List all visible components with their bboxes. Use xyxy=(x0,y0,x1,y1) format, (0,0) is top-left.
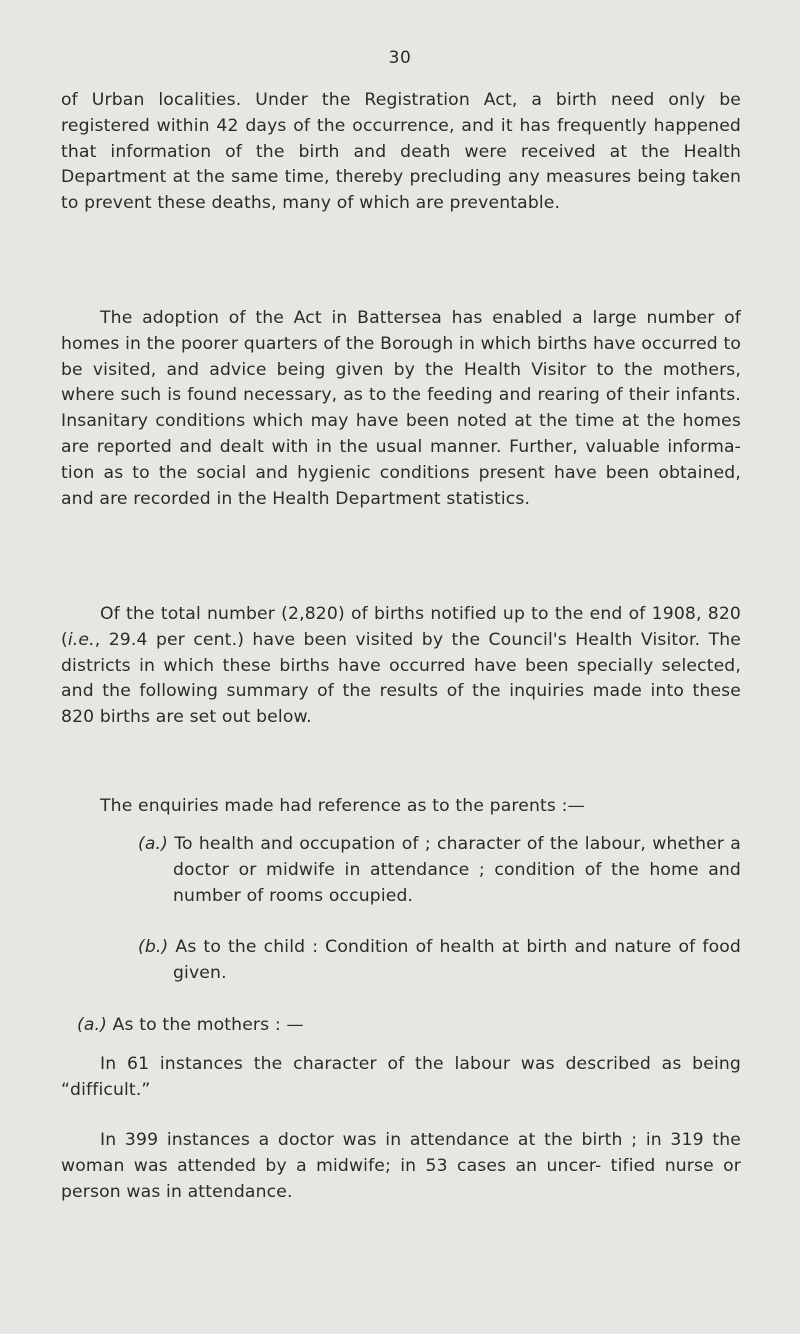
total-births-text-start: Of the total number (2,820) of births notified up to the end of 1908, 820 ( xyxy=(61,604,741,650)
item-b-text: As to the child : Condition of health at birth and nature of food given. xyxy=(173,937,741,983)
paragraph-difficult-labour: In 61 instances the character of the labour was described as being “difficult.” xyxy=(61,1054,741,1100)
mothers-heading xyxy=(61,1013,741,1039)
ie-abbreviation: i.e. xyxy=(67,629,95,650)
paragraph-registration-act: of Urban localities. Under the Registration Act, a birth need only be registered within 42 days of the occurrence, and it has frequently happened that information of the birth and death were received at the Health Department at the same time, thereby precluding any measures being taken to prevent these deaths, many of which are preventable. xyxy=(61,90,741,214)
item-a-text: To health and occupation of ; character of the labour, whether a doctor or midwife in attendance ; condition of the home and number of rooms occupied. xyxy=(173,834,741,906)
paragraph-enquiries-intro: The enquiries made had reference as to the parents :— xyxy=(100,796,585,816)
list-item-b xyxy=(61,935,741,987)
item-b-marker: (b.) xyxy=(138,937,169,957)
total-births-text-end: , 29.4 per cent.) have been visited by the Council's Health Visitor. The districts in which these births have occurred have been specially selected, and the following summary of the results of the inquiries made into these 820 births are set out below. xyxy=(61,629,741,728)
list-item-a xyxy=(61,832,741,909)
paragraph-attendance: In 399 instances a doctor was in attendance at the birth ; in 319 the woman was attended by a midwife; in 53 cases an uncer- tified nurse or person was in attendance. xyxy=(61,1130,741,1202)
paragraph-adoption-battersea: The adoption of the Act in Battersea has enabled a large number of homes in the poorer quarters of the Borough in which births have occurred to be visited, and advice being given by the Health Visitor to the mothers, where such is found necessary, as to the feeding and rearing of their infants. Insanitary conditions which may have been noted at the time at the homes are reported and dealt with in the usual manner. Further, valuable informa- tion as to the social and hygienic conditions present have been obtained, and are recorded in the Health Department statistics. xyxy=(61,308,741,509)
item-a-marker: (a.) xyxy=(138,834,169,854)
mothers-heading-text: As to the mothers : — xyxy=(112,1015,304,1035)
mothers-marker: (a.) xyxy=(77,1015,108,1035)
paragraph-total-births xyxy=(61,602,741,731)
page-number: 30 xyxy=(388,48,412,68)
